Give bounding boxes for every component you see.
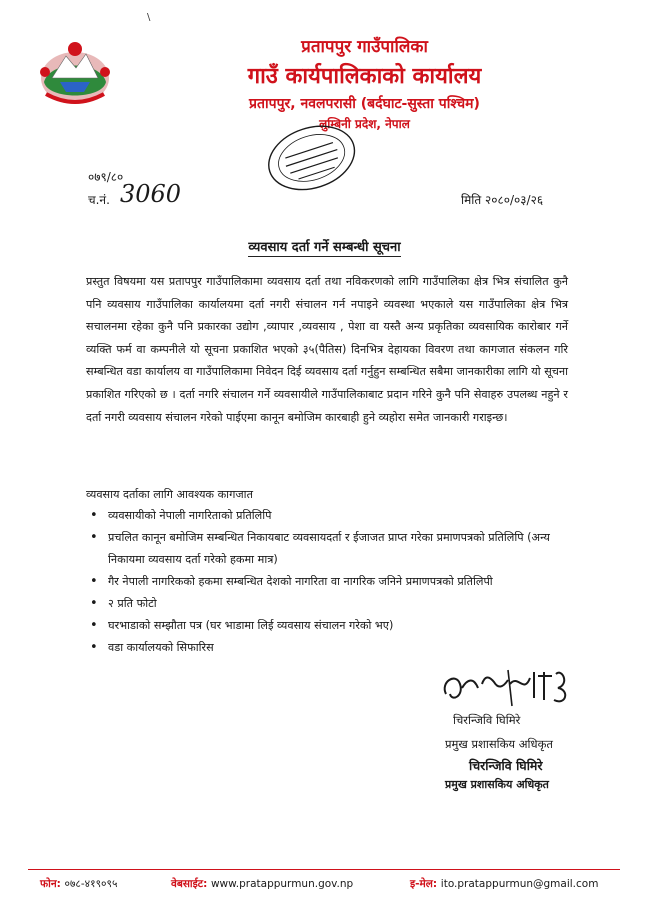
list-item: • व्यवसायीको नेपाली नागरिताको प्रतिलिपि [86, 505, 568, 527]
list-item: • प्रचलित कानून बमोजिम सम्बन्धित निकायबाट व्यवसायदर्ता र ईजाजत प्राप्त गरेका प्रमाणपत्रको प्रतिलिपि (अन्य निकायमा व्यवसाय दर्ता गरेको हकमा मात्र) [86, 527, 568, 571]
office-name: गाउँ कार्यपालिकाको कार्यालय [247, 64, 482, 89]
dispatch-label: च.नं. [88, 193, 110, 207]
requirements-list [86, 505, 568, 659]
signatory-name: चिरन्जिवि घिमिरे [453, 713, 521, 727]
footer-divider [28, 869, 620, 870]
notice-date: मिति २०८०/०३/२६ [461, 193, 544, 207]
footer-email[interactable]: इ-मेल: ito.pratappurmun@gmail.com [410, 878, 599, 890]
dispatch-number: 3060 [120, 180, 182, 208]
signatory-stamp-designation: प्रमुख प्रशासकिय अधिकृत [445, 778, 549, 791]
list-item: • गैर नेपाली नागरिकको हकमा सम्बन्धित देशको नागरिता वा नागरिक जनिने प्रमाणपत्रको प्रतिलिपी [86, 571, 568, 593]
handwritten-signature-icon [438, 654, 588, 712]
list-item: • वडा कार्यालयको सिफारिस [86, 637, 568, 659]
signatory-designation: प्रमुख प्रशासकिय अधिकृत [445, 737, 553, 751]
signatory-stamp-name: चिरन्जिवि घिमिरे [469, 758, 543, 773]
province-line: लुम्बिनी प्रदेश, नेपाल [319, 117, 410, 131]
office-stamp-icon [262, 118, 360, 194]
notice-title: व्यवसाय दर्ता गर्ने सम्बन्धी सूचना [248, 240, 401, 255]
list-item: • घरभाडाको सम्झौता पत्र (घर भाडामा लिई व्यवसाय संचालन गरेको भए) [86, 615, 568, 637]
footer-website[interactable]: वेबसाईट: www.pratappurmun.gov.np [171, 878, 354, 890]
list-item: • २ प्रति फोटो [86, 593, 568, 615]
requirements-heading: व्यवसाय दर्ताका लागि आवश्यक कागजात [86, 488, 253, 501]
office-address: प्रतापपुर, नवलपरासी (बर्दघाट-सुस्ता पश्चिम) [249, 96, 480, 112]
scan-mark: \ [147, 12, 151, 23]
fiscal-year: ०७९/८० [88, 170, 124, 184]
footer-phone: फोन: ०७८-४१९०९५ [40, 878, 118, 890]
notice-body: प्रस्तुत विषयमा यस प्रतापपुर गाउँपालिकामा व्यवसाय दर्ता तथा नविकरणको लागि गाउँपालिका क्षेत्र भित्र संचालित कुनै पनि व्यवसाय गाउँपालिका कार्यालयमा दर्ता नगरी संचालन गर्न नपाइने व्यवस्था भएकाले यस गाउँपालिका क्षेत्र भित्र सचालनमा रहेका कुनै पनि प्रकारका उद्योग ,व्यापार ,व्यवसाय , पेशा वा यस्तै अन्य प्रकृतिका व्यवसायिक कारोबार गर्ने व्यक्ति फर्म वा कम्पनीले यो सूचना प्रकाशित भएको ३५(पैतिस) दिनभित्र देहायका विवरण तथा कागजात संकलन गरि सम्बन्धित वडा कार्यालय वा गाउँपालिकामा निवेदन दिई व्यवसाय दर्ता गर्नुहुन सम्बन्धित सबैमा जानकारीका लागि यो सूचना प्रकाशित गरिएको छ । दर्ता नगरि संचालन गर्ने व्यवसायीले गाउँपालिकाबाट प्रदान गरिने कुनै पनि सेवाहरु उपलब्ध नहुने र दर्ता नगरी व्यवसाय संचालन गरेको पाईएमा कानून बमोजिम कारबाही हुने व्यहोरा समेत जानकारी गराइन्छ। [86, 275, 568, 424]
municipality-name: प्रतापपुर गाउँपालिका [301, 37, 428, 57]
